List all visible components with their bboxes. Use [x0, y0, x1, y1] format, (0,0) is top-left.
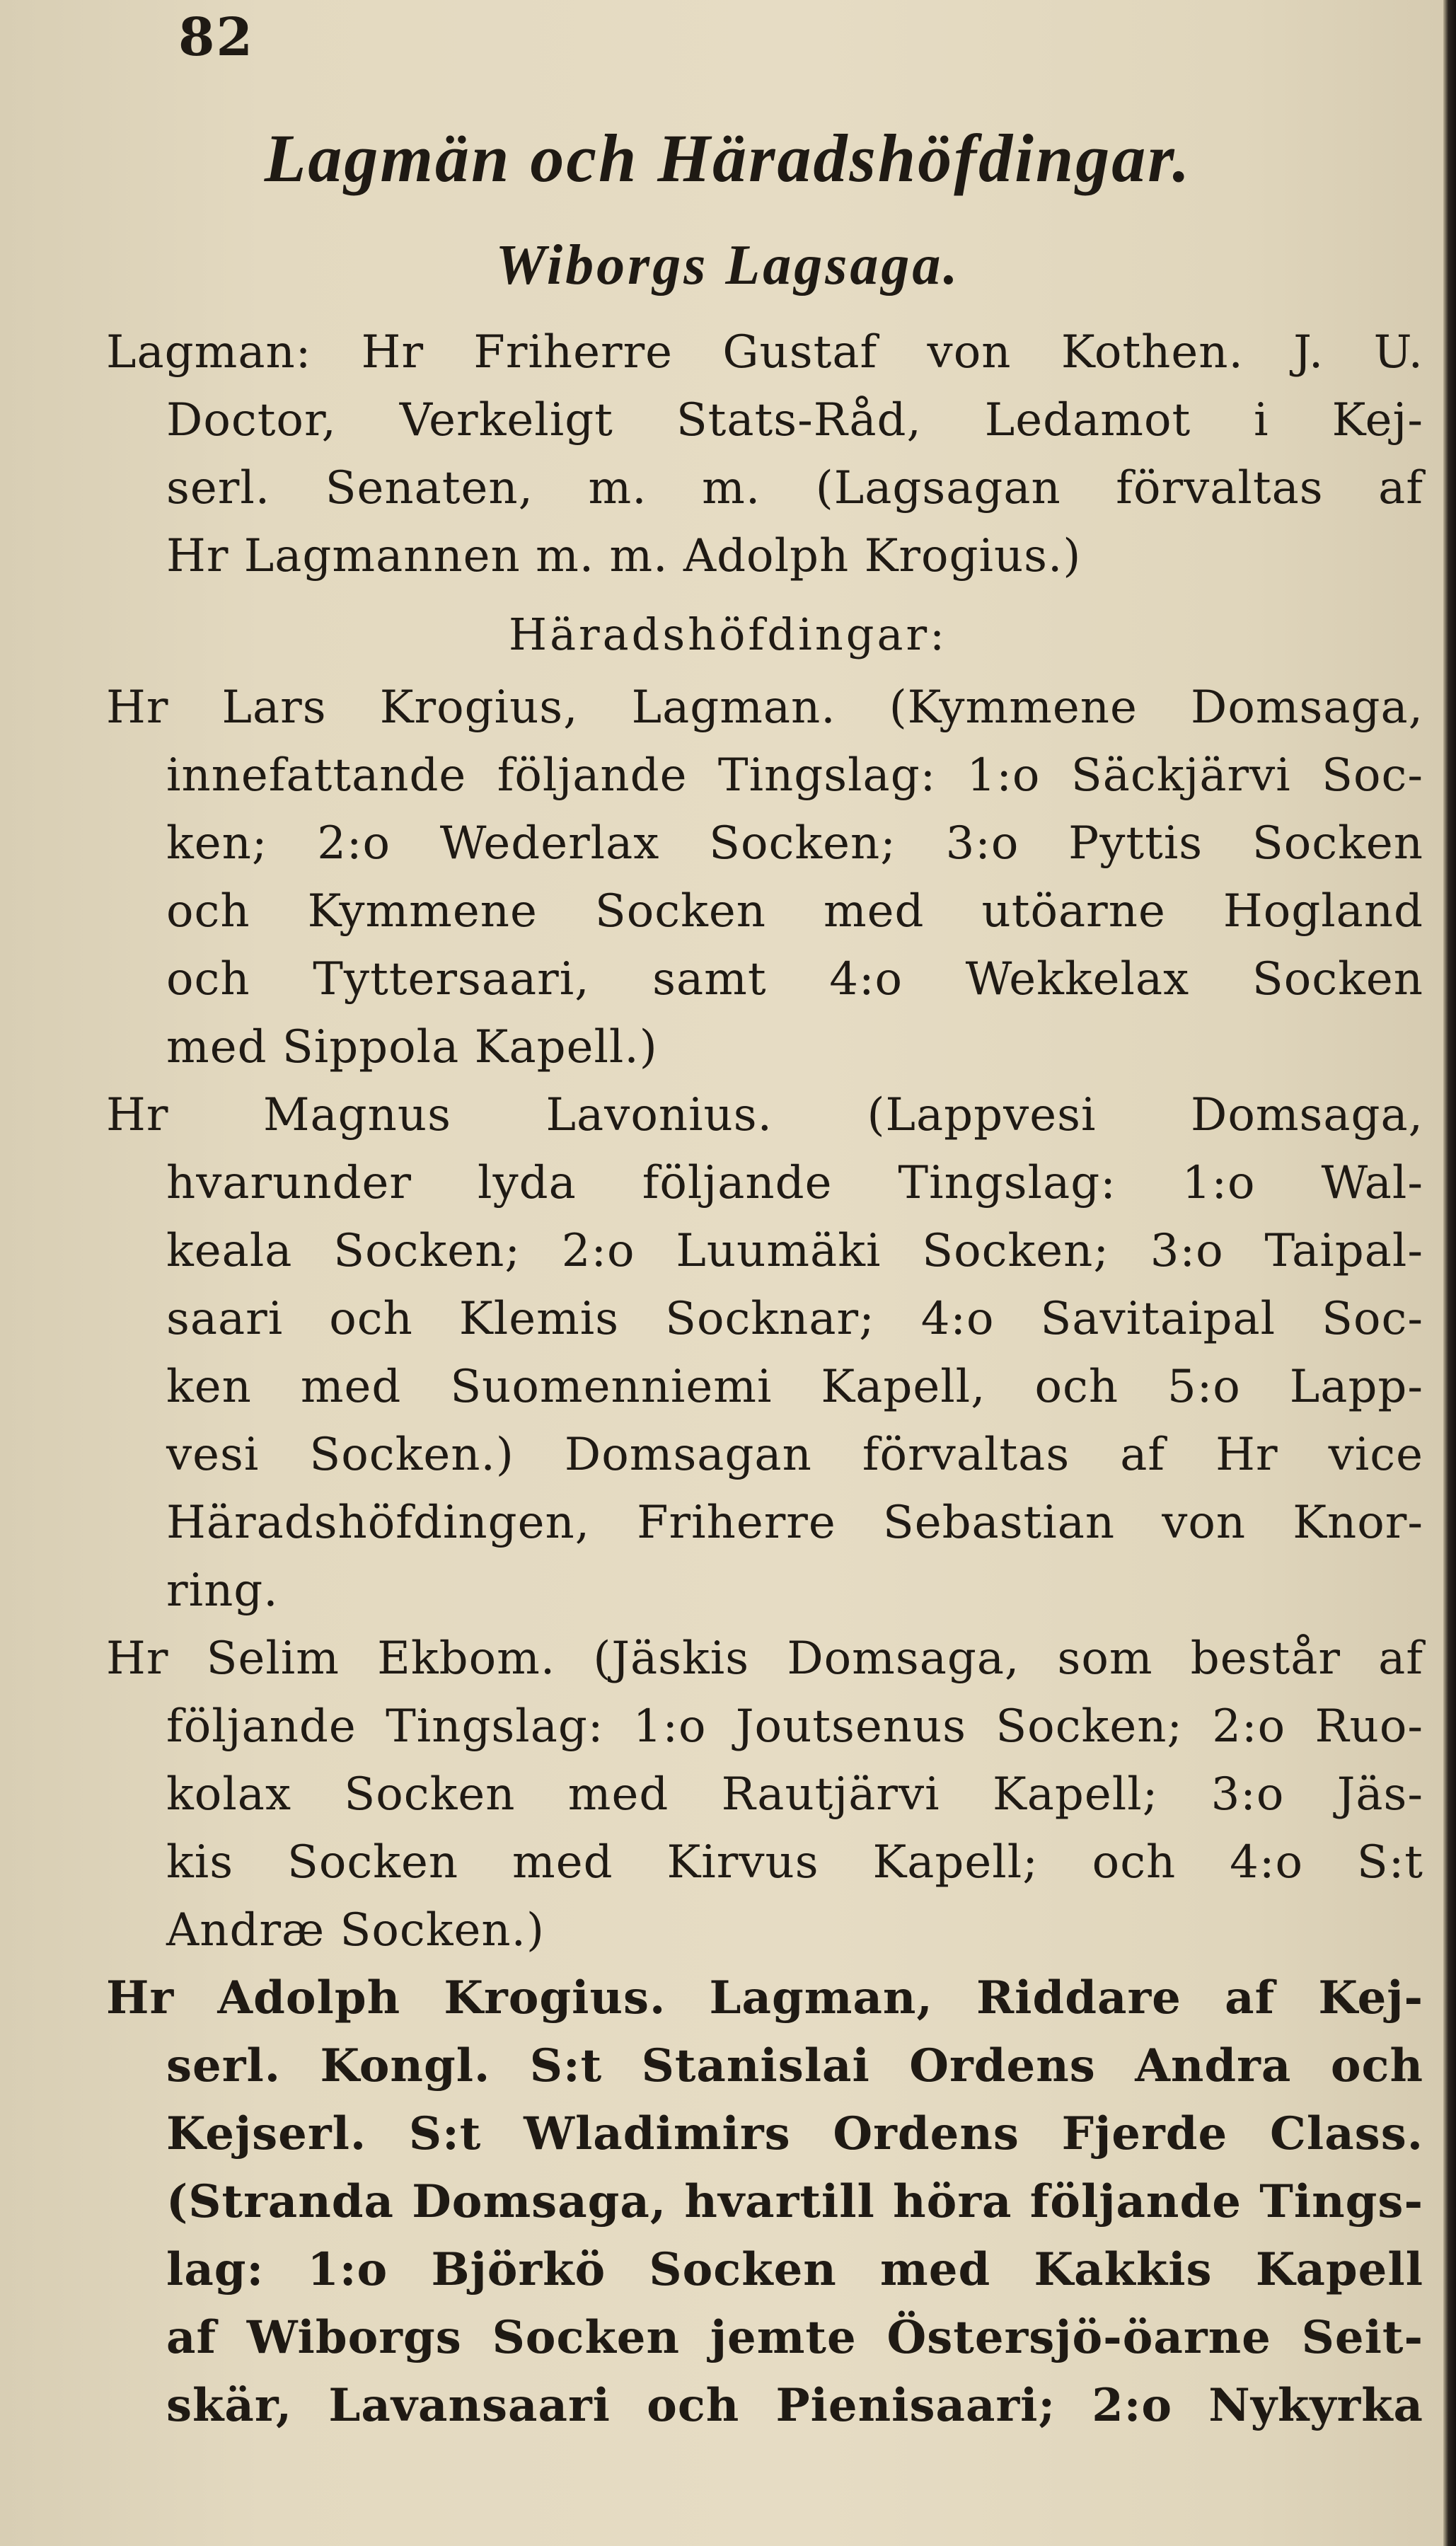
- section-subtitle: Wiborgs Lagsaga.: [495, 234, 961, 296]
- text-line: Hr Adolph Krogius. Lagman, Riddare af Kej-: [106, 1971, 1423, 2024]
- text-line: Lagman: Hr Friherre Gustaf von Kothen. J. U.: [106, 326, 1423, 379]
- text-line: Häradshöfdingen, Friherre Sebastian von Knor-: [166, 1497, 1423, 1549]
- text-line: Hr Lagmannen m. m. Adolph Krogius.): [166, 530, 1082, 582]
- text-line: Hr Lars Krogius, Lagman. (Kymmene Domsaga,: [106, 681, 1423, 734]
- text-line: Andræ Socken.): [166, 1904, 545, 1957]
- text-line: skär, Lavansaari och Pienisaari; 2:o Nykyrka: [166, 2379, 1423, 2432]
- page-number: 82: [178, 7, 254, 68]
- text-line: innefattande följande Tingslag: 1:o Säckjärvi Soc-: [166, 749, 1423, 802]
- text-line: ring.: [166, 1565, 279, 1617]
- text-line: ken med Suomenniemi Kapell, och 5:o Lapp-: [166, 1361, 1423, 1413]
- page-title: Lagmän och Häradshöfdingar.: [264, 120, 1192, 196]
- text-line: kis Socken med Kirvus Kapell; och 4:o S:t: [166, 1836, 1423, 1889]
- text-line: Hr Selim Ekbom. (Jäskis Domsaga, som består af: [106, 1632, 1423, 1685]
- text-line: och Tyttersaari, samt 4:o Wekkelax Socken: [166, 953, 1423, 1006]
- text-line: (Stranda Domsaga, hvartill höra följande Tings-: [166, 2175, 1423, 2228]
- text-line: Hr Magnus Lavonius. (Lappvesi Domsaga,: [106, 1089, 1423, 1141]
- text-line: med Sippola Kapell.): [166, 1021, 658, 1073]
- text-line: serl. Kongl. S:t Stanislai Ordens Andra och: [166, 2039, 1423, 2092]
- text-line: och Kymmene Socken med utöarne Hogland: [166, 885, 1423, 938]
- text-line: Kejserl. S:t Wladimirs Ordens Fjerde Class.: [166, 2107, 1423, 2160]
- text-line: ken; 2:o Wederlax Socken; 3:o Pyttis Socken: [166, 817, 1423, 870]
- section-heading: Häradshöfdingar:: [509, 609, 947, 660]
- text-line: kolax Socken med Rautjärvi Kapell; 3:o Jäs-: [166, 1768, 1423, 1821]
- page-edge-shadow: [1443, 0, 1456, 2546]
- text-line: följande Tingslag: 1:o Joutsenus Socken; 2:o Ruo-: [166, 1700, 1423, 1753]
- text-line: vesi Socken.) Domsagan förvaltas af Hr vice: [166, 1429, 1423, 1481]
- text-line: af Wiborgs Socken jemte Östersjö-öarne Seit-: [166, 2311, 1423, 2364]
- text-line: saari och Klemis Socknar; 4:o Savitaipal Soc-: [166, 1293, 1423, 1345]
- text-line: hvarunder lyda följande Tingslag: 1:o Wal-: [166, 1157, 1423, 1209]
- text-line: keala Socken; 2:o Luumäki Socken; 3:o Taipal-: [166, 1225, 1423, 1277]
- text-line: serl. Senaten, m. m. (Lagsagan förvaltas af: [166, 462, 1423, 514]
- text-line: lag: 1:o Björkö Socken med Kakkis Kapell: [166, 2243, 1423, 2296]
- text-line: Doctor, Verkeligt Stats-Råd, Ledamot i Kej-: [166, 394, 1423, 447]
